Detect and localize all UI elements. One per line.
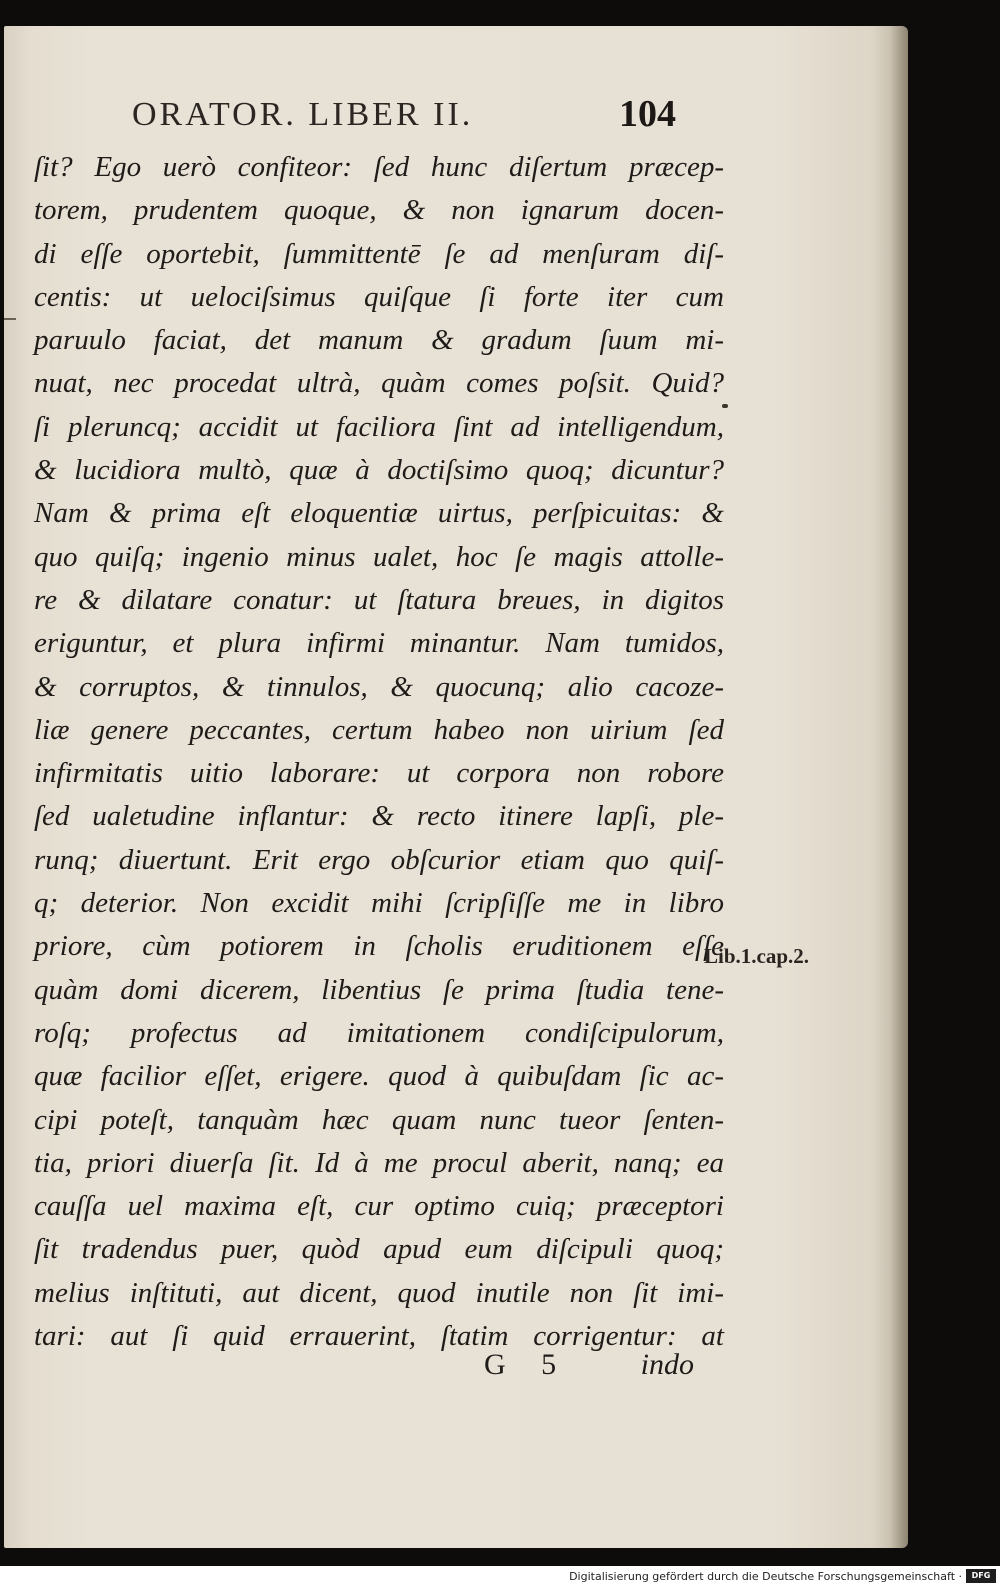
text-line: quàm domi dicerem, libentius ſe prima ſtudia tene-	[34, 973, 724, 1006]
catchword: indo	[640, 1348, 694, 1381]
page-header	[4, 93, 908, 146]
margin-mark	[722, 404, 728, 408]
signature-mark: G 5	[484, 1348, 571, 1381]
page-number: 104	[619, 93, 676, 135]
text-line: di eſſe oportebit, ſummittentē ſe ad menſuram diſ-	[34, 237, 724, 270]
text-line: quo quiſq; ingenio minus ualet, hoc ſe magis attolle-	[34, 540, 724, 573]
text-line: runq; diuertunt. Erit ergo obſcurior etiam quo quiſ-	[34, 843, 724, 876]
text-line: tia, priori diuerſa ſit. Id à me procul aberit, nanq; ea	[34, 1146, 724, 1179]
text-line: liæ genere peccantes, certum habeo non uirium ſed	[34, 713, 724, 746]
text-line: cipi poteſt, tanquàm hæc quam nunc tueor ſenten-	[34, 1103, 724, 1136]
text-line: & corruptos, & tinnulos, & quocunq; alio cacoze-	[34, 670, 724, 703]
text-line: nuat, nec procedat ultrà, quàm comes poſsit. Quid?	[34, 367, 724, 400]
text-line: infirmitatis uitio laborare: ut corpora non robore	[34, 757, 724, 790]
running-title: ORATOR. LIBER II.	[132, 96, 474, 133]
digitization-credit: Digitalisierung gefördert durch die Deutsche Forschungsgemeinschaft ·	[569, 1570, 962, 1583]
book-page	[4, 26, 908, 1548]
text-line: tari: aut ſi quid errauerint, ſtatim corrigentur: at	[34, 1320, 724, 1353]
text-line: paruulo faciat, det manum & gradum ſuum mi-	[34, 324, 724, 357]
marginal-note: Lib.1.cap.2.	[704, 944, 810, 968]
text-line: quæ facilior eſſet, erigere. quod à quibuſdam ſic ac-	[34, 1060, 724, 1093]
text-line: ſed ualetudine inflantur: & recto itinere lapſi, ple-	[34, 800, 724, 833]
text-line: priore, cùm potiorem in ſcholis eruditionem eſſe	[34, 930, 724, 963]
text-line: eriguntur, et plura infirmi minantur. Nam tumidos,	[34, 627, 724, 660]
text-line: melius inſtituti, aut dicent, quod inutile non ſit imi-	[34, 1276, 724, 1309]
text-line: ſit tradendus puer, quòd apud eum diſcipuli quoq;	[34, 1233, 724, 1266]
text-line: & lucidiora multò, quæ à doctiſsimo quoq; dicuntur?	[34, 454, 724, 487]
text-line: q; deterior. Non excidit mihi ſcripſiſſe me in libro	[34, 887, 724, 920]
text-line: centis: ut uelociſsimus quiſque ſi forte iter cum	[34, 280, 724, 313]
page-edge-shadow	[890, 26, 908, 1548]
catchline	[484, 1348, 694, 1392]
text-line: roſq; profectus ad imitationem condiſcipulorum,	[34, 1016, 724, 1049]
main-text	[34, 146, 724, 1358]
text-line: re & dilatare conatur: ut ſtatura breues, in digitos	[34, 583, 724, 616]
edge-mark	[4, 318, 16, 320]
text-line: torem, prudentem quoque, & non ignarum docen-	[34, 194, 724, 227]
text-line: ſi pleruncq; accidit ut faciliora ſint ad intelligendum,	[34, 410, 724, 443]
dfg-logo: DFG	[966, 1569, 996, 1583]
text-line: cauſſa uel maxima eſt, cur optimo cuiq; præceptori	[34, 1190, 724, 1223]
text-line: ſit? Ego uerò confiteor: ſed hunc diſertum præcep-	[34, 151, 724, 183]
text-line: Nam & prima eſt eloquentiæ uirtus, perſpicuitas: &	[34, 497, 724, 530]
